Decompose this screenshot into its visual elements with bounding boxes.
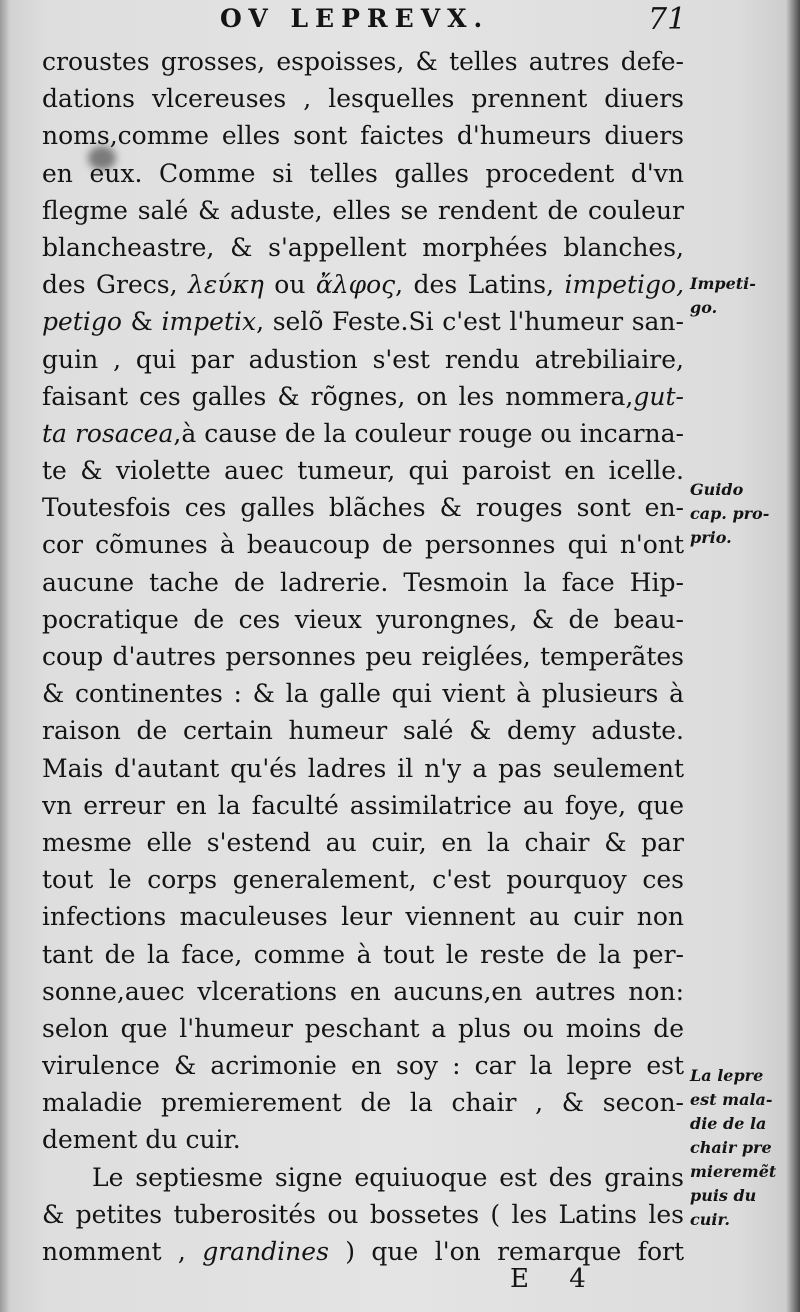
text-line: dement du cuir. <box>42 1125 241 1155</box>
text-line: mesme elle s'estend au cuir, en la chair & par <box>42 827 684 857</box>
text-line: guin , qui par adustion s'est rendu atrebiliaire, <box>42 344 684 374</box>
text-run: ou <box>263 270 316 300</box>
text-line: tout le corps generalement, c'est pourquoy ces <box>42 865 684 895</box>
text-line: tant de la face, comme à tout le reste de la per- <box>42 939 684 969</box>
text-run: nomment , <box>42 1237 203 1266</box>
text-line: dations vlcereuses , lesquelles prennent diuers <box>42 84 684 114</box>
marginal-note-impetigo <box>690 272 794 320</box>
text-line: vn erreur en la faculté assimilatrice au foye, que <box>42 790 684 820</box>
latin-term: ta rosacea <box>42 418 174 448</box>
marginal-note-line: La lepre <box>690 1066 764 1085</box>
text-line: blancheastre, & s'appellent morphées blanches, <box>42 232 684 262</box>
marginal-note-line: est mala- <box>690 1090 773 1109</box>
text-line <box>42 378 684 415</box>
text-line: maladie premierement de la chair , & secon- <box>42 1088 684 1118</box>
text-line: te & violette auec tumeur, qui paroist en icelle. <box>42 456 684 486</box>
text-line: raison de certain humeur salé & demy aduste. <box>42 716 684 746</box>
text-line: croustes grosses, espoisses, & telles autres defe- <box>42 47 684 76</box>
marginal-note-line: puis du <box>690 1186 757 1205</box>
text-run: ) que l'on remarque fort <box>328 1237 684 1266</box>
marginal-note-line: Guido <box>690 480 744 499</box>
text-line: Mais d'autant qu'és ladres il n'y a pas seulement <box>42 753 684 783</box>
text-line: selon que l'humeur peschant a plus ou moins de <box>42 1013 684 1043</box>
text-run: ,à cause de la couleur rouge ou incarna- <box>173 418 684 448</box>
text-line: & continentes : & la galle qui vient à plusieurs à <box>42 679 684 709</box>
latin-term: gut- <box>633 381 684 411</box>
text-run: , des Latins, <box>395 270 565 300</box>
latin-term: impetigo, <box>564 270 684 300</box>
text-run: faisant ces galles & rõgnes, on les nommera, <box>42 381 634 411</box>
text-line: aucune tache de ladrerie. Tesmoin la face Hip- <box>42 567 684 597</box>
marginal-note-line: go. <box>690 298 718 317</box>
text-line: en eux. Comme si telles galles procedent d'vn <box>42 158 684 188</box>
latin-term: petigo <box>42 307 122 337</box>
text-line: Toutesfois ces galles blãches & rouges sont en- <box>42 493 684 523</box>
marginal-note-line: prio. <box>690 528 732 547</box>
running-head: OV LEPREVX. <box>220 4 490 33</box>
text-line: pocratique de ces vieux yurongnes, & de beau- <box>42 604 684 634</box>
text-line: infections maculeuses leur viennent au cuir non <box>42 902 684 932</box>
text-line: virulence & acrimonie en soy : car la lepre est <box>42 1051 684 1081</box>
text-line: & petites tuberosités ou bossetes ( les Latins les <box>42 1199 684 1229</box>
text-run: & <box>121 307 162 337</box>
page-number: 71 <box>648 2 687 37</box>
text-line: Le septiesme signe equiuoque est des grains <box>92 1162 684 1192</box>
marginal-note-guido <box>690 478 794 550</box>
latin-term: impetix <box>161 307 257 337</box>
text-line <box>42 303 684 340</box>
greek-term: ἄλφος <box>315 270 396 300</box>
signature-mark: E 4 <box>510 1264 602 1294</box>
marginal-note-line: die de la <box>690 1114 767 1133</box>
gutter-shadow <box>0 0 10 1312</box>
text-run: , selõ Feste.Si c'est l'humeur san- <box>256 307 684 337</box>
text-line: cor cõmunes à beaucoup de personnes qui n'ont <box>42 530 684 560</box>
marginal-note-lepre <box>690 1064 794 1232</box>
marginal-note-line: cap. pro- <box>690 504 770 523</box>
text-line: flegme salé & aduste, elles se rendent de couleur <box>42 195 684 225</box>
text-run: des Grecs, <box>42 270 188 300</box>
text-line <box>42 415 684 452</box>
text-line: sonne,auec vlcerations en aucuns,en autres non: <box>42 976 684 1006</box>
latin-term: grandines <box>202 1237 329 1266</box>
marginal-note-line: chair pre <box>690 1138 772 1157</box>
body-text <box>42 43 684 1270</box>
marginal-note-line: Impeti- <box>690 274 756 293</box>
text-line: noms,comme elles sont faictes d'humeurs diuers <box>42 121 684 151</box>
text-line <box>42 266 684 303</box>
marginal-note-line: mieremẽt <box>690 1162 777 1181</box>
text-line: coup d'autres personnes peu reiglées, temperãtes <box>42 642 684 671</box>
marginal-note-line: cuir. <box>690 1210 730 1229</box>
greek-term: λεύκη <box>188 270 264 300</box>
